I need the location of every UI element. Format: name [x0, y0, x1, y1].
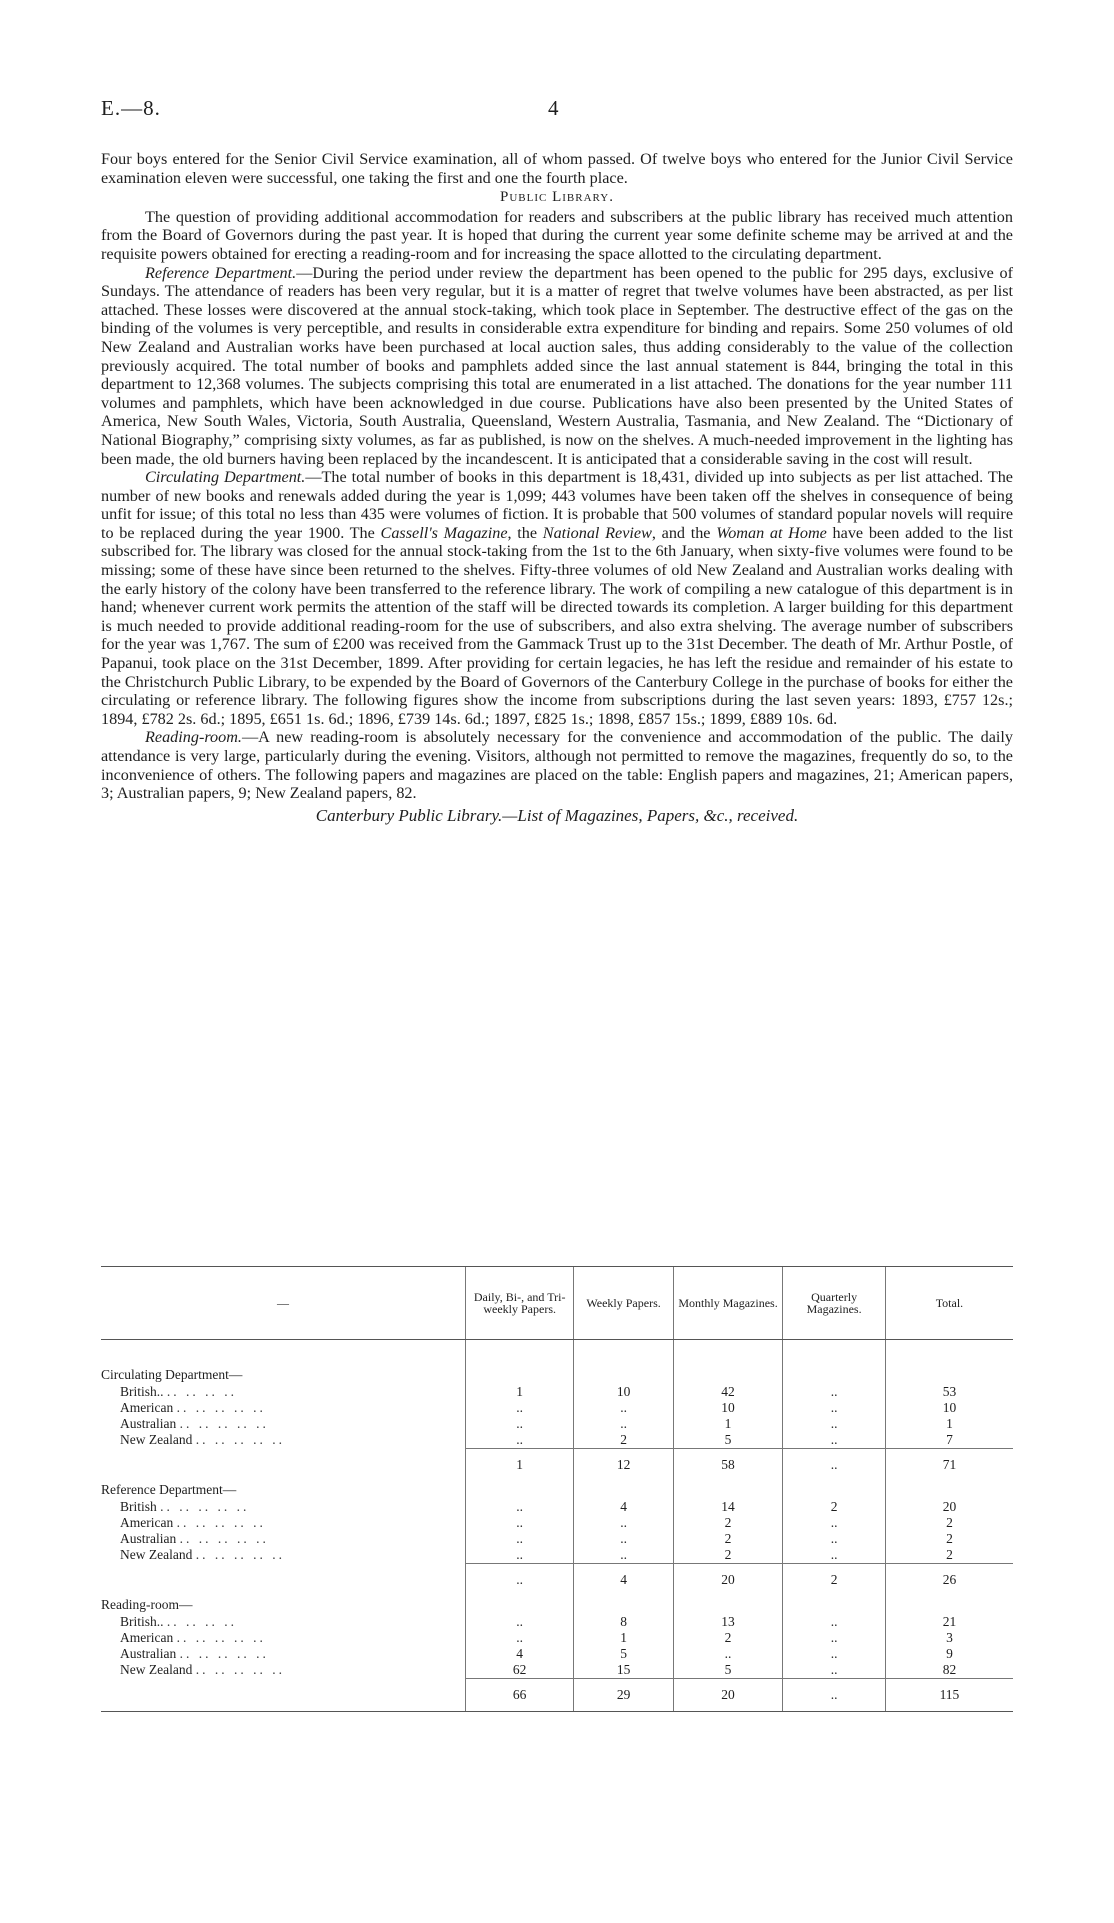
table-row: British.. .. .. .. .. .. 8 13 .. 21 — [101, 1614, 1013, 1630]
page-code: E.—8. — [101, 96, 161, 120]
table-row: New Zealand .. .. .. .. .. .. .. 2 .. 2 — [101, 1547, 1013, 1564]
lead-reference: Reference Department. — [145, 263, 297, 282]
header-blank: — — [101, 1267, 466, 1340]
magazines-table — [101, 1266, 1013, 1712]
paragraph-civil-service: Four boys entered for the Senior Civil Service examination, all of whom passed. Of twelve boys who entered for the Junior Civil Service examination eleven were successful, one taking the first and one the fourth place. — [101, 150, 1013, 187]
header-weekly: Weekly Papers. — [574, 1267, 673, 1340]
header-daily: Daily, Bi-, and Tri-weekly Papers. — [466, 1267, 574, 1340]
header-monthly: Monthly Magazines. — [673, 1267, 783, 1340]
table-row: British .. .. .. .. .. .. 4 14 2 20 — [101, 1499, 1013, 1515]
table-header-row — [101, 1267, 1013, 1340]
table-row: New Zealand .. .. .. .. .. .. 2 5 .. 7 — [101, 1432, 1013, 1449]
table-row: American .. .. .. .. .. .. 1 2 .. 3 — [101, 1630, 1013, 1646]
paragraph-reference: Reference Department.—During the period under review the department has been opened to the public for 295 days, exclusive of Sundays. The attendance of readers has been very regular, but it is a matter of regret that twelve volumes have been abstracted, as per list attached. These losses were discovered at the annual stock-taking, which took place in September. The destructive effect of the gas on the binding of the volumes is very perceptible, and results in considerable extra expenditure for binding and repairs. Some 250 volumes of old New Zealand and Australian works have been purchased at local auction sales, thus adding considerably to the value of the collection previously acquired. The total number of books and pamphlets added since the last annual statement is 844, bringing the total in this department to 12,368 volumes. The subjects comprising this total are enumerated in a list attached. The donations for the year number 111 volumes and pamphlets, which have been acknowledged in due course. Publications have also been presented by the United States of America, New South Wales, Victoria, South Australia, Queensland, Western Australia, Tasmania, and New Zealand. The “Dictionary of National Biography,” comprising sixty volumes, as far as published, is now on the shelves. A much-needed improvement in the lighting has been made, the old burners having been replaced by the incandescent. It is anticipated that a considerable saving in the cost will result. — [101, 263, 1013, 468]
section-heading: Public Library. — [500, 189, 614, 206]
header-quarterly: Quarterly Magazines. — [783, 1267, 886, 1340]
table-row: American .. .. .. .. .. .. .. 2 .. 2 — [101, 1515, 1013, 1531]
table-caption: Canterbury Public Library.—List of Magazines, Papers, &c., received. — [315, 805, 799, 825]
table-row: British.. .. .. .. .. 1 10 42 .. 53 — [101, 1384, 1013, 1400]
subtotal-row: .. 4 20 2 26 — [101, 1564, 1013, 1597]
group-heading: Reading-room— — [101, 1596, 1013, 1614]
table-row: Australian .. .. .. .. .. .. .. 1 .. 1 — [101, 1416, 1013, 1432]
lead-reading-room: Reading-room. — [145, 728, 242, 747]
lead-circulating: Circulating Department. — [145, 468, 306, 487]
table-row: American .. .. .. .. .. .. .. 10 .. 10 — [101, 1400, 1013, 1416]
table-row: Australian .. .. .. .. .. 4 5 .. .. 9 — [101, 1646, 1013, 1662]
paragraph-accommodation: The question of providing additional accommodation for readers and subscribers at the public library has received much attention from the Board of Governors during the past year. It is hoped that during the current year some definite scheme may be arrived at and the requisite powers obtained for erecting a reading-room and for increasing the space allotted to the circulating department. — [101, 207, 1013, 263]
paragraph-reading-room: Reading-room.—A new reading-room is absolutely necessary for the convenience and accommodation of the public. The daily attendance is very large, particularly during the evening. Visitors, although not permitted to remove the magazines, frequently do so, to the inconvenience of others. The following papers and magazines are placed on the table: English papers and magazines, 21; American papers, 3; Australian papers, 9; New Zealand papers, 82. — [101, 728, 1013, 803]
table-row: New Zealand .. .. .. .. .. 62 15 5 .. 82 — [101, 1662, 1013, 1679]
grand-total-row: 66 29 20 .. 115 — [101, 1679, 1013, 1712]
table-row: Australian .. .. .. .. .. .. .. 2 .. 2 — [101, 1531, 1013, 1547]
paragraph-circulating: Circulating Department.—The total number of books in this department is 18,431, divided up into subjects as per list attached. The number of new books and renewals added during the year is 1,099; 443 volumes have been taken off the shelves in consequence of being unfit for issue; of this total no less than 435 were volumes of fiction. It is probable that 500 volumes of standard popular novels will require to be replaced during the year 1900. The Cassell's Magazine, the National Review, and the Woman at Home have been added to the list subscribed for. The library was closed for the annual stock-taking from the 1st to the 6th January, when sixty-five volumes were found to be missing; some of these have since been returned to the shelves. Fifty-three volumes of old New Zealand and Australian works dealing with the early history of the colony have been transferred to the reference library. The work of compiling a new catalogue of this department is in hand; whenever current work permits the attention of the staff will be directed towards its completion. A larger building for this department is much needed to provide additional reading-room for the use of subscribers, and also extra shelving. The average number of subscribers for the year was 1,767. The sum of £200 was received from the Gammack Trust up to the 31st December. The death of Mr. Arthur Postle, of Papanui, took place on the 31st December, 1899. After providing for certain legacies, he has left the residue and remainder of his estate to the Christchurch Public Library, to be expended by the Board of Governors of the Canterbury College in the purchase of books for either the circulating or reference library. The following figures show the income from subscriptions during the last seven years: 1893, £757 12s.; 1894, £782 2s. 6d.; 1895, £651 1s. 6d.; 1896, £739 14s. 6d.; 1897, £825 1s.; 1898, £857 15s.; 1899, £889 10s. 6d. — [101, 468, 1014, 728]
page-number: 4 — [548, 96, 559, 120]
header-total: Total. — [885, 1267, 1013, 1340]
body-text — [101, 150, 1013, 825]
group-heading: Reference Department— — [101, 1481, 1013, 1499]
subtotal-row: 1 12 58 .. 71 — [101, 1449, 1013, 1482]
group-heading: Circulating Department— — [101, 1366, 1013, 1384]
